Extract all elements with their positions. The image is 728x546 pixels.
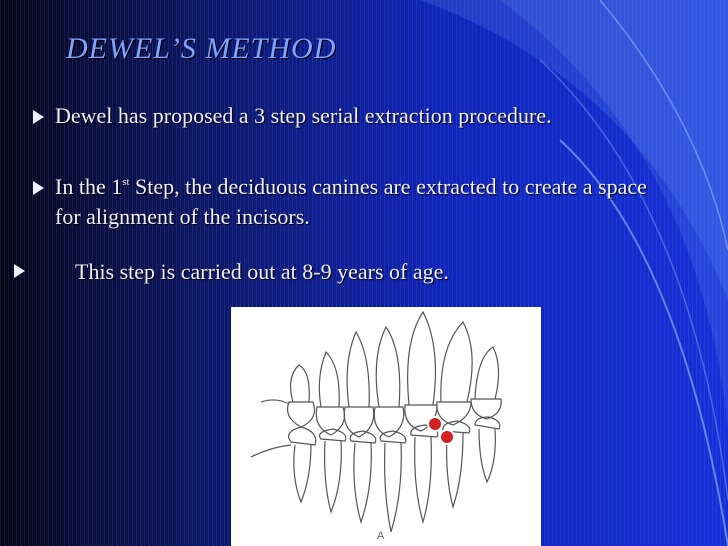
bullet-item: This step is carried out at 8-9 years of age. [75, 259, 449, 284]
slide-title: DEWEL’S METHOD [66, 32, 337, 65]
bullet-text-prefix: In the 1 [55, 174, 123, 199]
bullet-item [55, 172, 665, 232]
extraction-marker-upper [428, 417, 442, 431]
bullet-arrow-icon [33, 181, 44, 195]
bullet-item: Dewel has proposed a 3 step serial extraction procedure. [55, 103, 552, 128]
bullet-arrow-icon [14, 264, 25, 278]
extraction-marker-lower [440, 430, 454, 444]
bullet-text-suffix: Step, the deciduous canines are extracted to create a space for alignment of the incisors. [55, 174, 647, 229]
teeth-drawing [231, 307, 541, 546]
superscript-ordinal: st [122, 176, 130, 188]
dental-diagram [231, 307, 541, 546]
bullet-arrow-icon [33, 110, 44, 124]
figure-label: A [377, 530, 385, 542]
